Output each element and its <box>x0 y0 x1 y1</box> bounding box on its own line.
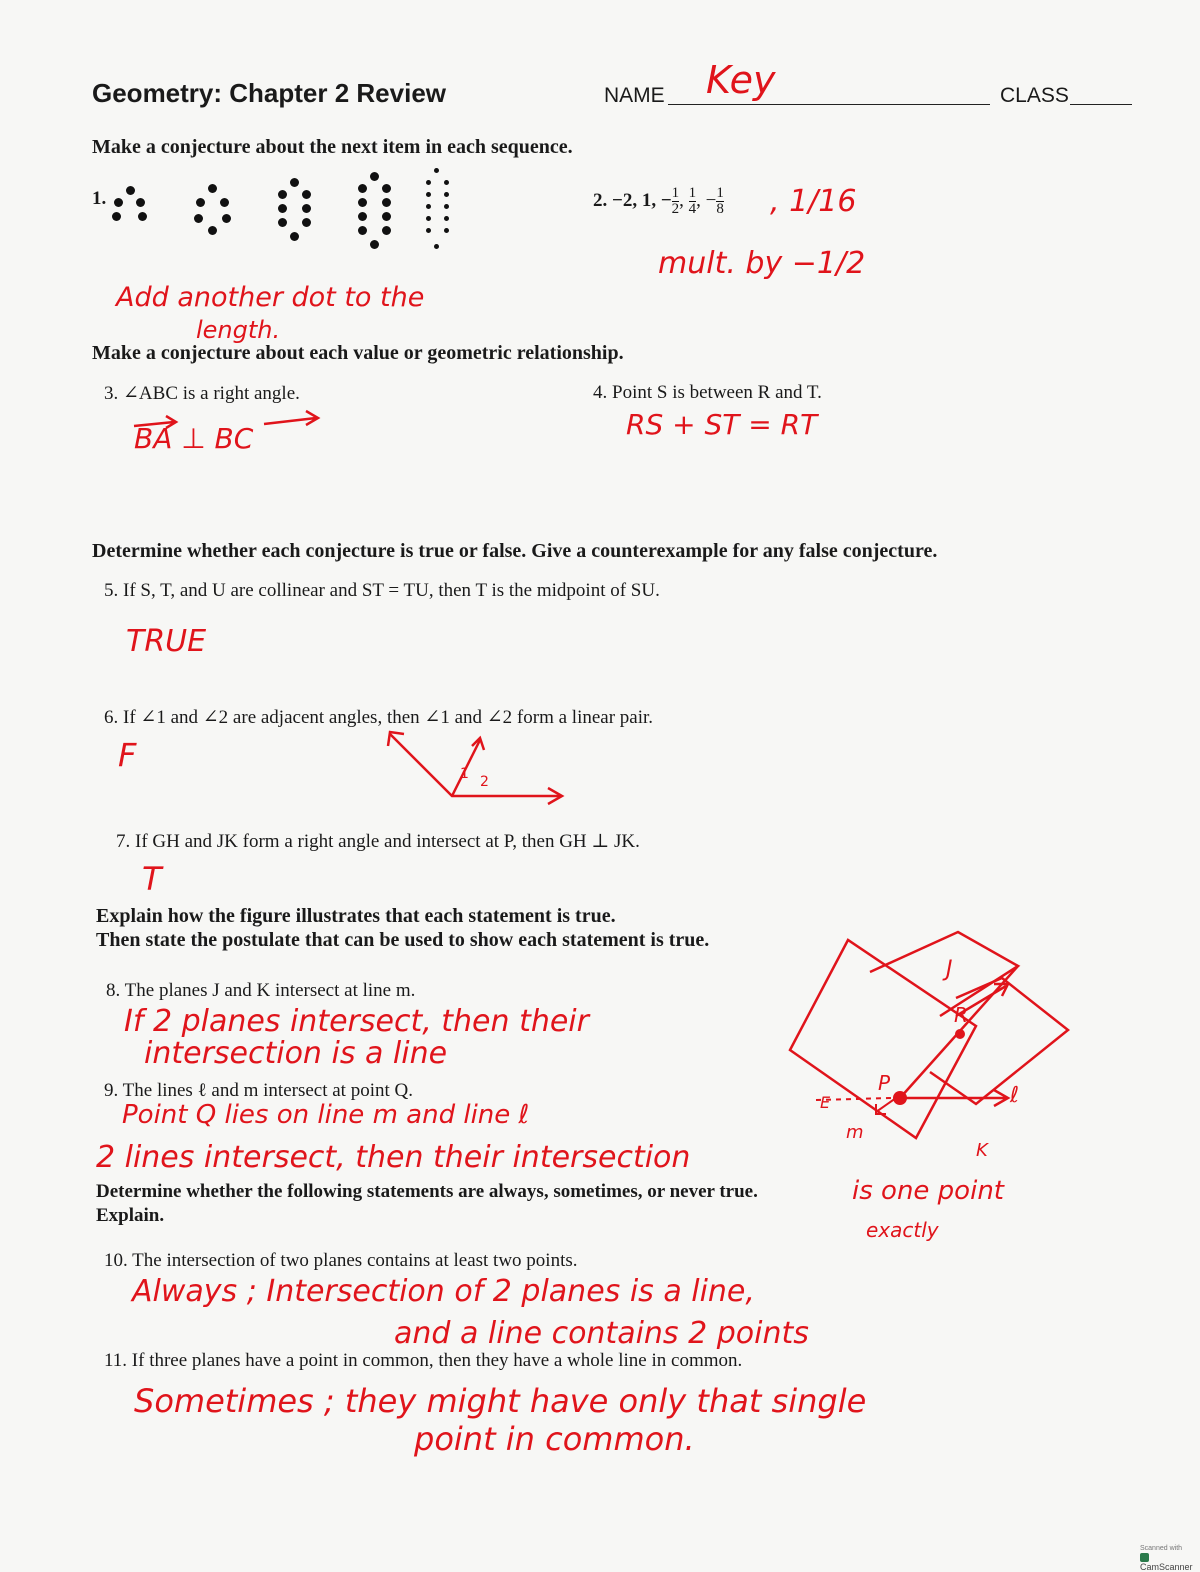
q11-text: 11. If three planes have a point in common, then they have a whole line in common. <box>104 1350 743 1371</box>
name-key-handwriting: Key <box>706 58 776 102</box>
q11-answer-line1: Sometimes ; they might have only that single <box>134 1382 867 1420</box>
label-j: J <box>946 957 953 982</box>
q2-sequence: 2. −2, 1, − 1 2, 1 4, − 1 8 <box>593 185 724 217</box>
q1-dot-sequence <box>112 178 472 268</box>
label-e: E <box>820 1093 831 1112</box>
section4-instruction-line1: Explain how the figure illustrates that each statement is true. <box>96 905 616 927</box>
q9-answer-line1: Point Q lies on line m and line ℓ <box>122 1100 530 1130</box>
q11-answer-line2: point in common. <box>414 1420 695 1458</box>
name-label: NAME <box>604 84 665 107</box>
section4-instruction-line2: Then state the postulate that can be used to show each statement is true. <box>96 929 710 951</box>
label-k: K <box>976 1140 988 1161</box>
page-title: Geometry: Chapter 2 Review <box>92 78 447 108</box>
label-l: ℓ <box>1010 1083 1020 1108</box>
q1-number: 1. <box>92 188 107 209</box>
q5-answer: TRUE <box>126 624 207 659</box>
q3-text: 3. ∠ABC is a right angle. <box>104 383 300 404</box>
section5-instruction-line2: Explain. <box>96 1205 165 1226</box>
label-p: P <box>878 1071 891 1095</box>
q3-answer: BA ⊥ BC <box>134 422 254 455</box>
watermark-line2: CamScanner <box>1140 1562 1193 1572</box>
q5-text: 5. If S, T, and U are collinear and ST = TU, then T is the midpoint of SU. <box>104 580 660 601</box>
point-p <box>893 1091 907 1105</box>
point-r <box>955 1029 965 1039</box>
q6-adjacent-angles-sketch <box>380 726 580 806</box>
q9-answer-line4: exactly <box>866 1218 939 1242</box>
q9-text: 9. The lines ℓ and m intersect at point Q. <box>104 1080 413 1101</box>
q1-answer-line2: length. <box>196 316 281 344</box>
angle-2-label: 2 <box>480 774 489 790</box>
q6-answer: F <box>118 736 137 774</box>
q1-answer-line1: Add another dot to the <box>116 282 425 313</box>
angle-1-label: 1 <box>460 766 469 782</box>
q2-answer: , 1/16 <box>770 184 857 219</box>
class-line <box>1070 104 1132 105</box>
intersecting-planes-figure <box>780 926 1090 1176</box>
q9-answer-line2: 2 lines intersect, then their intersection <box>96 1140 691 1175</box>
q8-answer-line1: If 2 planes intersect, then their <box>124 1004 589 1039</box>
camscanner-watermark <box>1140 1545 1200 1572</box>
class-label: CLASS <box>1000 84 1069 107</box>
section4-instruction <box>96 904 709 952</box>
watermark-line1: Scanned with <box>1140 1545 1183 1552</box>
q7-answer: T <box>142 860 162 898</box>
section2-instruction: Make a conjecture about each value or geometric relationship. <box>92 342 624 364</box>
q2-prefix: 2. −2, 1, − <box>593 189 672 211</box>
q10-answer-line2: and a line contains 2 points <box>394 1316 809 1351</box>
q10-text: 10. The intersection of two planes contains at least two points. <box>104 1250 578 1271</box>
section3-instruction: Determine whether each conjecture is true or false. Give a counterexample for any false conjecture. <box>92 540 938 562</box>
q9-answer-line3: is one point <box>852 1176 1004 1206</box>
label-m: m <box>846 1122 864 1143</box>
q4-answer: RS + ST = RT <box>626 408 818 441</box>
section5-instruction-line1: Determine whether the following statements are always, sometimes, or never true. <box>96 1181 758 1202</box>
q3-ray-arrows <box>130 408 330 432</box>
q2-rule: mult. by −1/2 <box>658 246 866 281</box>
camscanner-logo-icon <box>1140 1553 1149 1562</box>
q4-text: 4. Point S is between R and T. <box>593 382 822 403</box>
label-r: R <box>954 1003 968 1027</box>
q8-text: 8. The planes J and K intersect at line m. <box>106 980 416 1001</box>
q6-text: 6. If ∠1 and ∠2 are adjacent angles, then ∠1 and ∠2 form a linear pair. <box>104 707 654 728</box>
q7-text: 7. If GH and JK form a right angle and intersect at P, then GH ⊥ JK. <box>116 831 640 852</box>
name-line <box>668 104 990 105</box>
section1-instruction: Make a conjecture about the next item in each sequence. <box>92 136 573 158</box>
q8-answer-line2: intersection is a line <box>144 1036 448 1071</box>
q10-answer-line1: Always ; Intersection of 2 planes is a line, <box>132 1274 755 1309</box>
section5-instruction <box>96 1180 758 1228</box>
